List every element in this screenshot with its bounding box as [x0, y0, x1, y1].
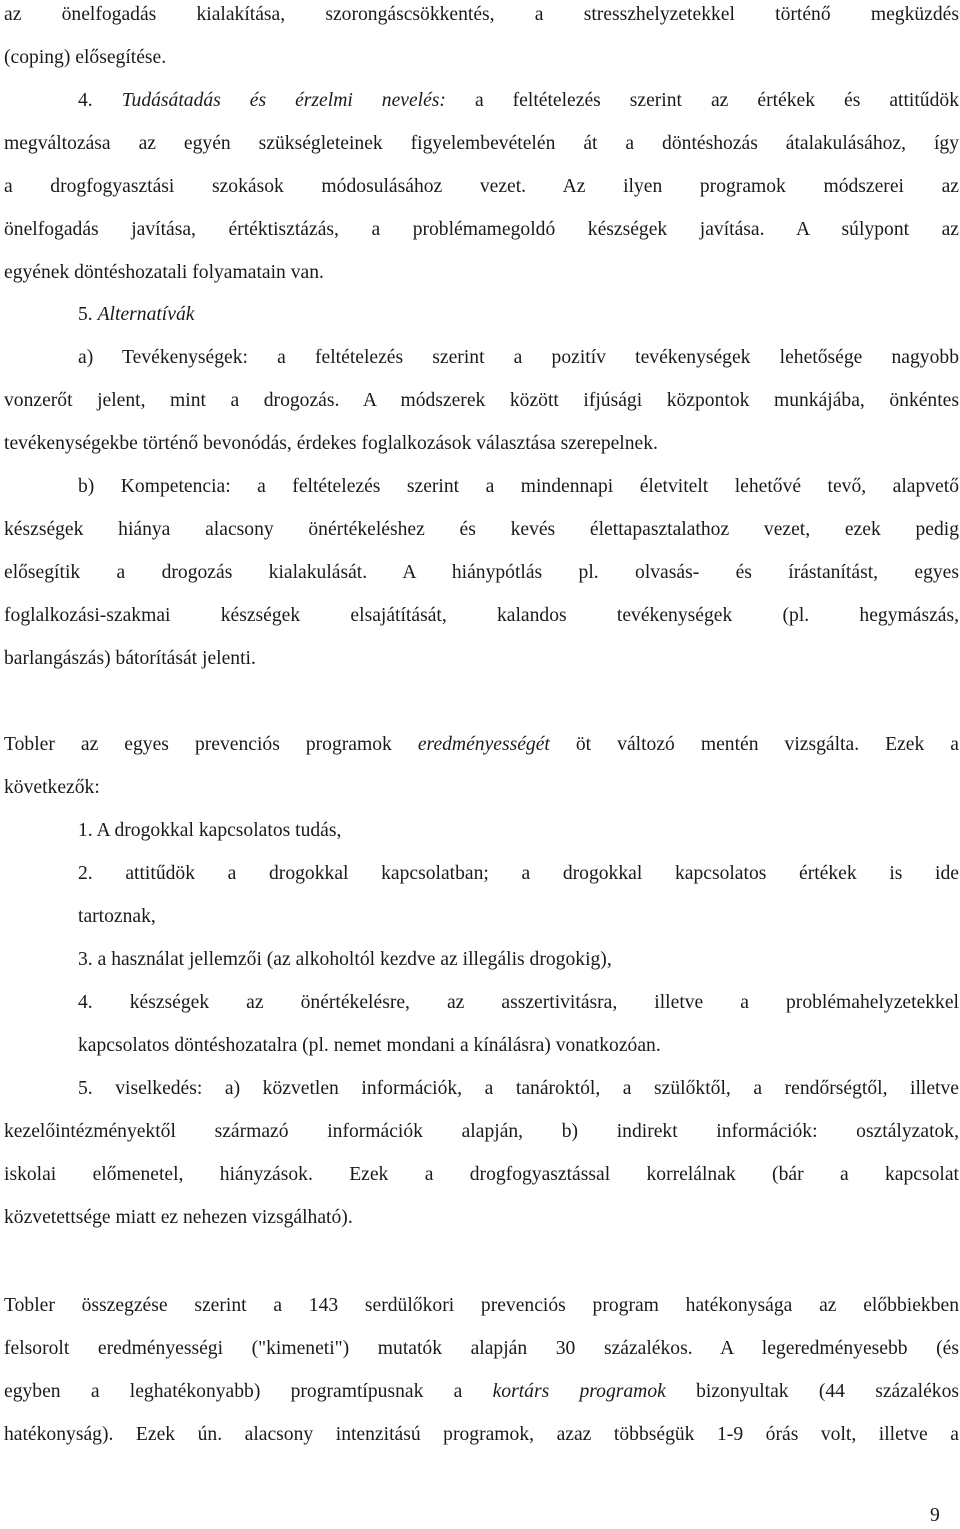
list-item: 1. A drogokkal kapcsolatos tudás,: [78, 820, 342, 841]
list-item: 5. viselkedés: a) közvetlen információk, a tanároktól, a szülőktől, a rendőrségtől, illetve: [78, 1078, 959, 1099]
text-line: vonzerőt jelent, mint a drogozás. A módszerek között ifjúsági központok munkájába, önkéntes: [4, 390, 959, 411]
text-line: iskolai előmenetel, hiányzások. Ezek a drogfogyasztással korrelálnak (bár a kapcsolat: [4, 1164, 959, 1185]
text-line-heading-4: [78, 88, 959, 114]
text-line: [4, 1379, 959, 1405]
text-line: hatékonyság). Ezek ún. alacsony intenzitású programok, azaz többségük 1-9 órás volt, illetve a: [4, 1424, 959, 1445]
text-span: bizonyultak (44 százalékos: [665, 1381, 959, 1402]
text-line: b) Kompetencia: a feltételezés szerint a mindennapi életvitelt lehetővé tevő, alapvető: [78, 476, 959, 497]
text-line-heading-5: [78, 302, 960, 328]
section-title: Alternatívák: [97, 304, 195, 325]
text-line: egyének döntéshozatali folyamatain van.: [4, 262, 324, 283]
text-line: kapcsolatos döntéshozatalra (pl. nemet mondani a kínálásra) vonatkozóan.: [78, 1035, 661, 1056]
text-line: tevékenységekbe történő bevonódás, érdekes foglalkozások választása szerepelnek.: [4, 433, 658, 454]
text-span: Tobler az egyes prevenciós programok: [4, 734, 418, 755]
text-line: elősegítik a drogozás kialakulását. A hiánypótlás pl. olvasás- és írástanítást, egyes: [4, 562, 959, 583]
text-line: tartoznak,: [78, 906, 156, 927]
text-line: Tobler összegzése szerint a 143 serdülőkori prevenciós program hatékonysága az előbbiekben: [4, 1295, 959, 1316]
text-line: [4, 732, 959, 758]
emphasis: eredményességét: [417, 734, 550, 755]
text-line: foglalkozási-szakmai készségek elsajátítását, kalandos tevékenységek (pl. hegymászás,: [4, 605, 959, 626]
text-line: megváltozása az egyén szükségleteinek figyelembevételén át a döntéshozás átalakulásához, így: [4, 133, 959, 154]
text-line: a) Tevékenységek: a feltételezés szerint a pozitív tevékenységek lehetősége nagyobb: [78, 347, 959, 368]
emphasis: kortárs programok: [492, 1381, 666, 1402]
section-title: Tudásátadás és érzelmi nevelés:: [121, 90, 446, 111]
text-line: készségek hiánya alacsony önértékeléshez és kevés élettapasztalathoz vezet, ezek pedig: [4, 519, 959, 540]
text-span: egyben a leghatékonyabb) programtípusnak a: [4, 1381, 493, 1402]
text-line: közvetettsége miatt ez nehezen vizsgálható).: [4, 1207, 353, 1228]
text-line: az önelfogadás kialakítása, szorongáscsökkentés, a stresszhelyzetekkel történő megküzdés: [4, 4, 959, 25]
text-line: kezelőintézményektől származó információk alapján, b) indirekt információk: osztályzatok,: [4, 1121, 959, 1142]
page-number: 9: [930, 1505, 940, 1526]
list-number: 5.: [78, 304, 98, 325]
text-span: a feltételezés szerint az értékek és attitűdök: [445, 90, 959, 111]
text-line: barlangászás) bátorítását jelenti.: [4, 648, 256, 669]
text-line: következők:: [4, 777, 100, 798]
list-item: 4. készségek az önértékelésre, az asszertivitásra, illetve a problémahelyzetekkel: [78, 992, 959, 1013]
text-line: felsorolt eredményességi ("kimeneti") mutatók alapján 30 százalékos. A legeredményesebb (és: [4, 1338, 959, 1359]
text-line: önelfogadás javítása, értéktisztázás, a problémamegoldó készségek javítása. A súlypont az: [4, 219, 959, 240]
list-item: 3. a használat jellemzői (az alkoholtól kezdve az illegális drogokig),: [78, 949, 612, 970]
list-number: 4.: [78, 90, 122, 111]
text-span: öt változó mentén vizsgálta. Ezek a: [549, 734, 959, 755]
list-item: 2. attitűdök a drogokkal kapcsolatban; a drogokkal kapcsolatos értékek is ide: [78, 863, 959, 884]
text-line: a drogfogyasztási szokások módosulásához vezet. Az ilyen programok módszerei az: [4, 176, 959, 197]
text-line: (coping) elősegítése.: [4, 47, 167, 68]
